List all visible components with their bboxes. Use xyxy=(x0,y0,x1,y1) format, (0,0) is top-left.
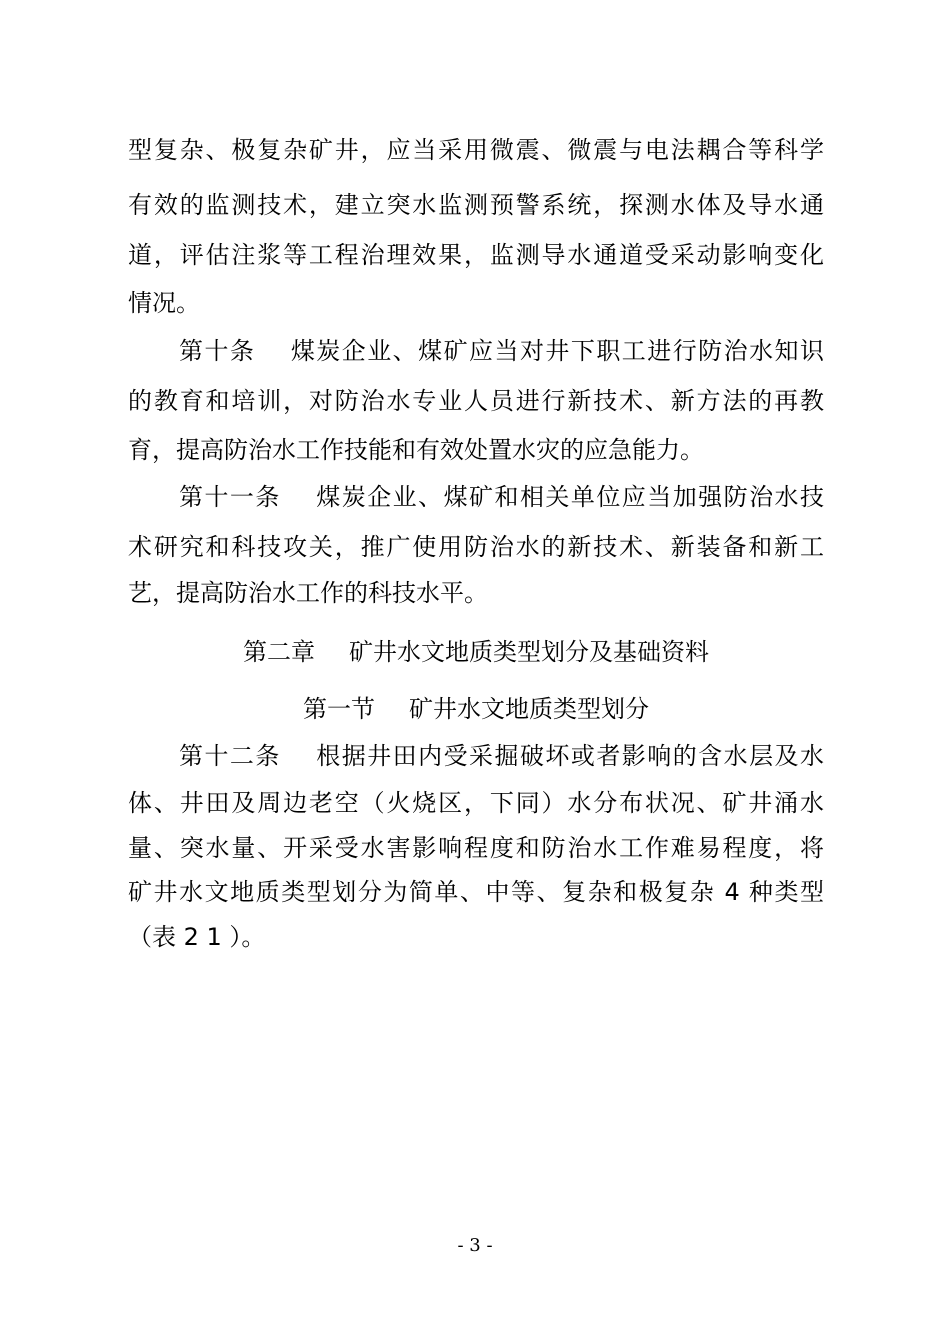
article-12-text: 根据井田内受采掘破坏或者影响的含水层及水 xyxy=(314,742,825,770)
article-12-first-line xyxy=(179,731,824,781)
article-11-label: 第十一条 xyxy=(179,483,281,511)
paragraph-line: 艺，提高防治水工作的科技水平。 xyxy=(128,579,488,607)
paragraph-line: 的教育和培训，对防治水专业人员进行新技术、新方法的再教 xyxy=(128,387,824,415)
paragraph-line: 有效的监测技术，建立突水监测预警系统，探测水体及导水通 xyxy=(128,191,824,219)
chapter-heading xyxy=(128,627,824,677)
article-10-text: 煤炭企业、煤矿应当对井下职工进行防治水知识 xyxy=(289,337,824,365)
paragraph-line: 量、突水量、开采受水害影响程度和防治水工作难易程度，将 xyxy=(128,834,824,862)
paragraph-line: 型复杂、极复杂矿井，应当采用微震、微震与电法耦合等科学 xyxy=(128,136,824,164)
paragraph-line: 体、井田及周边老空（火烧区，下同）水分布状况、矿井涌水 xyxy=(128,789,824,817)
paragraph-line: 矿井水文地质类型划分为简单、中等、复杂和极复杂 4 种类型 xyxy=(128,878,824,906)
article-12-label: 第十二条 xyxy=(179,742,281,770)
paragraph-line: 育，提高防治水工作技能和有效处置水灾的应急能力。 xyxy=(128,436,704,464)
page-number: - 3 - xyxy=(457,1235,493,1256)
chapter-label: 第二章 xyxy=(243,638,315,666)
section-title: 矿井水文地质类型划分 xyxy=(409,695,649,723)
section-heading xyxy=(128,684,824,734)
paragraph-line: 情况。 xyxy=(128,289,200,317)
paragraph-line: （表 2 1 ）。 xyxy=(128,923,266,951)
article-11-first-line xyxy=(179,472,824,522)
article-11-text: 煤炭企业、煤矿和相关单位应当加强防治水技 xyxy=(314,483,825,511)
paragraph-line: 道，评估注浆等工程治理效果，监测导水通道受采动影响变化 xyxy=(128,241,824,269)
article-10-first-line xyxy=(179,326,824,376)
article-10-label: 第十条 xyxy=(179,337,256,365)
paragraph-line: 术研究和科技攻关，推广使用防治水的新技术、新装备和新工 xyxy=(128,533,824,561)
chapter-title: 矿井水文地质类型划分及基础资料 xyxy=(349,638,709,666)
section-label: 第一节 xyxy=(303,695,375,723)
